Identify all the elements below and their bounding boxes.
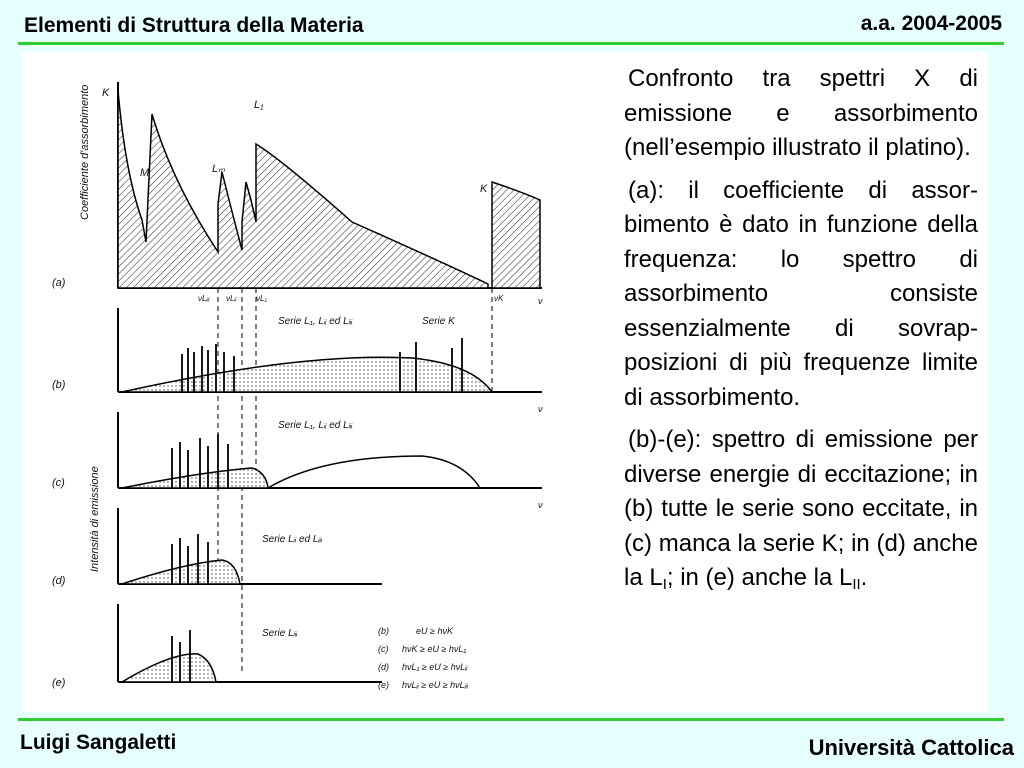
label-nu-c: ν [538,500,543,510]
ylabel-emission: Intensità di emissione [89,466,101,572]
label-M: M [140,167,150,179]
panel-e-emission [52,604,382,689]
continuum-d [122,560,240,584]
label-serie-K-b: Serie K [422,316,455,327]
panel-b-emission [52,308,543,414]
label-panel-c: (c) [52,477,65,489]
figure-caption [624,62,978,611]
label-nu-L1: νL₁ [256,294,267,303]
label-serie-L-d: Serie Lᵢᵢ ed Lᵢᵢᵢ [262,534,323,545]
continuum-e [122,654,216,682]
label-nu-a: ν [538,296,543,306]
excitation-conditions [378,626,469,690]
cond-e-tag: (e) [378,680,389,690]
k-edge-absorption [492,182,540,288]
continuum-c [122,468,268,488]
ylabel-absorption: Coefficiente d'assorbimento [79,84,91,220]
label-nu-b: ν [538,404,543,414]
caption-p3-prefix: (b)-(e): spettro di emissione per diverse energie di eccitazione; in (b) tutte le serie sono eccitate, in (c) manca la serie K; in (d) anche la L [624,426,978,591]
footer-divider [18,718,1004,721]
slide-content [22,52,988,712]
continuum-c-tail [268,456,480,488]
absorption-curve [118,90,488,288]
label-panel-a: (a) [52,277,66,289]
caption-paragraph-2: (a): il coefficiente di assor-bimento è dato in funzione della frequenza: lo spettro di assorbimento consiste essenzialmente di sovrap-posizioni di più frequenze limite di assorbimento. [624,176,978,411]
label-nu-L3: νLᵢᵢᵢ [198,294,210,303]
header-title: Elementi di Struttura della Materia [24,14,364,37]
cond-c-text: hνK ≥ eU ≥ hνL₁ [402,644,467,654]
label-L1: L₁ [254,99,264,111]
panel-d-emission [52,508,382,587]
xray-spectra-figure [22,52,612,712]
academic-year: a.a. 2004-2005 [860,12,1002,35]
caption-paragraph-3 [624,423,978,603]
caption-p3-sub1: I [662,576,667,593]
label-serie-L-e: Serie Lᵢᵢᵢ [262,628,298,639]
label-K-edge: K [480,183,488,195]
caption-p3-end: . [860,564,868,591]
caption-p3-mid: ; in (e) anche la L [666,564,853,591]
panel-a-absorption [52,82,543,306]
cond-d-tag: (d) [378,662,389,672]
header-divider [18,42,1004,45]
label-serie-L-c: Serie L₁, Lᵢᵢ ed Lᵢᵢᵢ [278,420,353,431]
caption-paragraph-1: Confronto tra spettri X di emissione e assorbimento (nell’esempio illustrato il platino). [624,65,978,161]
label-serie-L-b: Serie L₁, Lᵢᵢ ed Lᵢᵢᵢ [278,316,353,327]
continuum-b [122,357,492,392]
label-panel-e: (e) [52,677,66,689]
cond-b-tag: (b) [378,626,389,636]
footer-author: Luigi Sangaletti [20,731,177,754]
label-K: K [102,87,110,99]
spectra-drawing [22,52,612,712]
label-nu-K: νK [494,294,504,303]
label-panel-d: (d) [52,575,66,587]
label-panel-b: (b) [52,379,66,391]
cond-e-text: hνLᵢᵢ ≥ eU ≥ hνLᵢᵢᵢ [402,680,469,690]
cond-c-tag: (c) [378,644,389,654]
footer-institution: Università Cattolica [808,735,1014,760]
caption-p3-sub2: II [852,576,861,593]
cond-b-text: eU ≥ hνK [416,626,453,636]
cond-d-text: hνL₁ ≥ eU ≥ hνLᵢᵢ [402,662,468,672]
panel-c-emission [52,412,543,572]
label-L3: Lₘ [212,163,225,175]
label-nu-L2: νLᵢᵢ [226,294,237,303]
